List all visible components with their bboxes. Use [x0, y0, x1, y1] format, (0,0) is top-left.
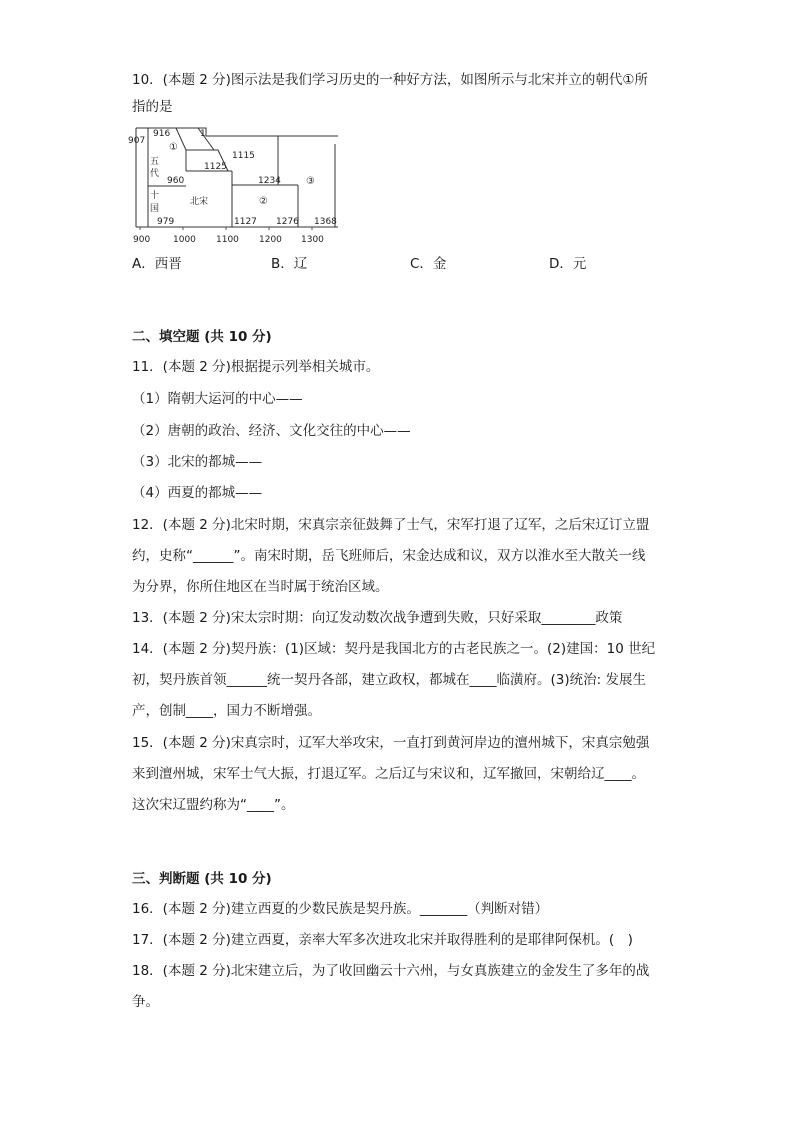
section3-title: 三、判断题 (共 10 分)	[132, 871, 272, 887]
section2-title: 二、填空题 (共 10 分)	[132, 329, 272, 345]
diagram-label-1: 1	[200, 129, 206, 139]
axis-tick-1300: 1300	[301, 235, 324, 245]
q16-stem: 16．(本题 2 分)建立西夏的少数民族是契丹族。_______（判断对错）	[132, 901, 549, 917]
diagram-label-guo: 国	[150, 204, 160, 214]
diagram-label-979: 979	[157, 217, 175, 227]
axis-tick-1000: 1000	[173, 235, 196, 245]
diagram-label-916: 916	[153, 129, 171, 139]
q12-line1: 12．(本题 2 分)北宋时期，宋真宗亲征鼓舞了士气，宋军打退了辽军，之后宋辽订立盟	[132, 517, 650, 533]
q15-line3: 这次宋辽盟约称为“____”。	[132, 797, 295, 813]
q13-stem: 13．(本题 2 分)宋太宗时期：向辽发动数次战争遭到失败，只好采取________政策	[132, 610, 623, 626]
q11-stem: 11．(本题 2 分)根据提示列举相关城市。	[132, 359, 380, 375]
diagram-label-1276: 1276	[276, 217, 299, 227]
diagram-label-1115: 1115	[232, 151, 255, 161]
axis-tick-900: 900	[133, 235, 151, 245]
q11-item-2: （2）唐朝的政治、经济、文化交往的中心——	[132, 423, 411, 439]
q18-line1: 18．(本题 2 分)北宋建立后，为了收回幽云十六州，与女真族建立的金发生了多年的战	[132, 963, 650, 979]
diagram-label-1127: 1127	[234, 217, 257, 227]
diagram-label-region-2: ②	[259, 196, 268, 207]
q10-option-d[interactable]: D．元	[549, 256, 587, 272]
diagram-label-1125: 1125	[204, 162, 227, 172]
q14-line3: 产，创制____，国力不断增强。	[132, 703, 321, 719]
q10-stem-line1: 10．(本题 2 分)图示法是我们学习历史的一种好方法，如图所示与北宋并立的朝代①所	[132, 72, 648, 88]
q12-line3: 为分界，你所住地区在当时属于统治区域。	[132, 579, 389, 595]
q15-line2: 来到澶州城，宋军士气大振，打退辽军。之后辽与宋议和，辽军撤回，宋朝给辽____。	[132, 766, 645, 782]
q10-option-a[interactable]: A．西晋	[132, 256, 182, 272]
q11-item-1: （1）隋朝大运河的中心——	[132, 391, 303, 407]
q15-line1: 15．(本题 2 分)宋真宗时，辽军大举攻宋，一直打到黄河岸边的澶州城下，宋真宗勉强	[132, 735, 650, 751]
diagram-label-region-3: ③	[306, 176, 315, 187]
diagram-label-907: 907	[128, 136, 146, 146]
diagram-label-dai: 代	[150, 169, 160, 179]
q14-line1: 14．(本题 2 分)契丹族：(1)区域：契丹是我国北方的古老民族之一。(2)建国：10 世纪	[132, 641, 656, 657]
diagram-label-beisong: 北宋	[190, 197, 209, 207]
diagram-label-wu: 五	[150, 157, 160, 167]
diagram-label-1368: 1368	[314, 217, 337, 227]
diagram-label-1234: 1234	[258, 176, 281, 186]
q10-option-c[interactable]: C．金	[410, 256, 447, 272]
q10-option-b[interactable]: B．辽	[271, 256, 308, 272]
q14-line2: 初，契丹族首领______统一契丹各部，建立政权，都城在____临潢府。(3)统治: 发展生	[132, 672, 646, 688]
q18-line2: 争。	[132, 994, 159, 1010]
diagram-label-region-1: ①	[169, 142, 178, 153]
q10-stem-line2: 指的是	[132, 99, 173, 115]
dynasty-timeline-diagram	[128, 126, 343, 248]
q11-item-3: （3）北宋的都城——	[132, 454, 263, 470]
q12-line2: 约，史称“______”。南宋时期，岳飞班师后，宋金达成和议，双方以淮水至大散关一线	[132, 548, 646, 564]
axis-tick-1100: 1100	[216, 235, 239, 245]
axis-tick-1200: 1200	[259, 235, 282, 245]
q17-stem: 17．(本题 2 分)建立西夏，亲率大军多次进攻北宋并取得胜利的是耶律阿保机。( )	[132, 932, 633, 948]
q11-item-4: （4）西夏的都城——	[132, 485, 263, 501]
diagram-label-960: 960	[167, 176, 185, 186]
diagram-label-shi: 十	[150, 191, 160, 201]
